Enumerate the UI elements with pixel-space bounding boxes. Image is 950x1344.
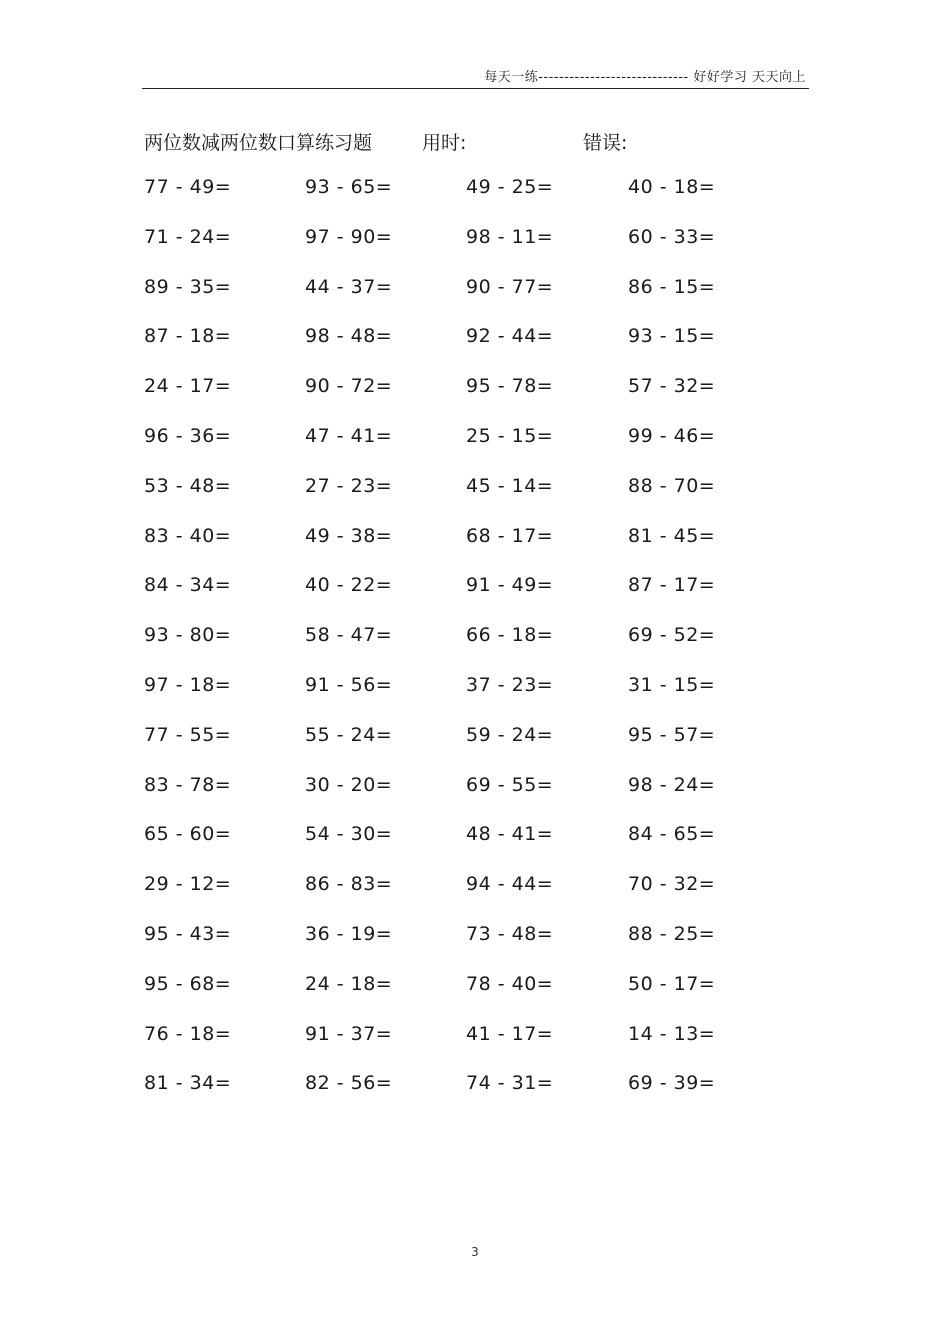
problem-item: 73 - 48= xyxy=(466,922,554,945)
problem-item: 98 - 48= xyxy=(305,325,393,348)
problem-item: 27 - 23= xyxy=(305,474,393,497)
problem-row xyxy=(0,873,950,923)
problem-item: 91 - 49= xyxy=(466,574,554,597)
problem-item: 66 - 18= xyxy=(466,624,554,647)
problem-item: 30 - 20= xyxy=(305,773,393,796)
error-label: 错误: xyxy=(583,132,628,154)
problem-row xyxy=(0,923,950,973)
problem-item: 96 - 36= xyxy=(144,424,232,447)
problem-row xyxy=(0,823,950,873)
problem-item: 84 - 34= xyxy=(144,574,232,597)
problem-item: 95 - 78= xyxy=(466,375,554,398)
problem-item: 93 - 80= xyxy=(144,624,232,647)
problem-item: 99 - 46= xyxy=(628,424,716,447)
problem-item: 89 - 35= xyxy=(144,275,232,298)
problem-item: 90 - 72= xyxy=(305,375,393,398)
problem-item: 87 - 18= xyxy=(144,325,232,348)
problem-item: 36 - 19= xyxy=(305,922,393,945)
problem-item: 71 - 24= xyxy=(144,225,232,248)
problem-item: 95 - 68= xyxy=(144,972,232,995)
worksheet-title: 两位数减两位数口算练习题 xyxy=(144,132,373,154)
problem-item: 92 - 44= xyxy=(466,325,554,348)
problem-item: 84 - 65= xyxy=(628,823,716,846)
problem-item: 77 - 55= xyxy=(144,723,232,746)
problem-item: 93 - 15= xyxy=(628,325,716,348)
problem-item: 45 - 14= xyxy=(466,474,554,497)
problem-item: 86 - 15= xyxy=(628,275,716,298)
problem-item: 93 - 65= xyxy=(305,176,393,198)
problem-item: 54 - 30= xyxy=(305,823,393,846)
problem-item: 90 - 77= xyxy=(466,275,554,298)
problem-item: 95 - 57= xyxy=(628,723,716,746)
problem-row xyxy=(0,674,950,724)
problem-item: 76 - 18= xyxy=(144,1022,232,1045)
problem-item: 24 - 17= xyxy=(144,375,232,398)
problem-item: 47 - 41= xyxy=(305,424,393,447)
problem-item: 53 - 48= xyxy=(144,474,232,497)
problem-item: 78 - 40= xyxy=(466,972,554,995)
problem-item: 74 - 31= xyxy=(466,1072,554,1095)
problem-item: 82 - 56= xyxy=(305,1072,393,1095)
problem-item: 69 - 39= xyxy=(628,1072,716,1095)
problem-item: 86 - 83= xyxy=(305,873,393,896)
problem-item: 97 - 18= xyxy=(144,673,232,696)
problem-item: 65 - 60= xyxy=(144,823,232,846)
problem-item: 25 - 15= xyxy=(466,424,554,447)
problem-row xyxy=(0,624,950,674)
problem-row xyxy=(0,724,950,774)
problem-row xyxy=(0,1072,950,1122)
problem-item: 69 - 55= xyxy=(466,773,554,796)
problem-item: 29 - 12= xyxy=(144,873,232,896)
problem-item: 59 - 24= xyxy=(466,723,554,746)
problem-item: 98 - 24= xyxy=(628,773,716,796)
header-text: 每天一练----------------------------- 好好学习 天天向上 xyxy=(484,70,806,85)
page-header xyxy=(142,64,809,89)
problem-item: 44 - 37= xyxy=(305,275,393,298)
page-number: 3 xyxy=(471,1245,479,1259)
problem-item: 49 - 38= xyxy=(305,524,393,547)
problem-item: 40 - 22= xyxy=(305,574,393,597)
problem-item: 77 - 49= xyxy=(144,176,232,198)
problem-item: 70 - 32= xyxy=(628,873,716,896)
problem-item: 58 - 47= xyxy=(305,624,393,647)
problem-item: 50 - 17= xyxy=(628,972,716,995)
time-label: 用时: xyxy=(422,132,467,154)
problem-item: 55 - 24= xyxy=(305,723,393,746)
problem-item: 24 - 18= xyxy=(305,972,393,995)
problem-row xyxy=(0,325,950,375)
problem-item: 48 - 41= xyxy=(466,823,554,846)
problem-item: 81 - 34= xyxy=(144,1072,232,1095)
problem-row xyxy=(0,525,950,575)
problem-item: 95 - 43= xyxy=(144,922,232,945)
problem-item: 87 - 17= xyxy=(628,574,716,597)
problem-item: 97 - 90= xyxy=(305,225,393,248)
problem-row xyxy=(0,176,950,226)
problem-item: 88 - 25= xyxy=(628,922,716,945)
problem-item: 49 - 25= xyxy=(466,176,554,198)
problem-row xyxy=(0,226,950,276)
problem-item: 40 - 18= xyxy=(628,176,716,198)
problem-item: 94 - 44= xyxy=(466,873,554,896)
problem-item: 37 - 23= xyxy=(466,673,554,696)
problem-item: 57 - 32= xyxy=(628,375,716,398)
problem-item: 31 - 15= xyxy=(628,673,716,696)
problem-row xyxy=(0,276,950,326)
problem-grid xyxy=(0,176,950,1122)
problem-item: 98 - 11= xyxy=(466,225,554,248)
problem-row xyxy=(0,475,950,525)
problem-item: 68 - 17= xyxy=(466,524,554,547)
problem-item: 91 - 56= xyxy=(305,673,393,696)
problem-row xyxy=(0,973,950,1023)
worksheet-title-row xyxy=(0,128,950,158)
problem-item: 60 - 33= xyxy=(628,225,716,248)
problem-item: 83 - 78= xyxy=(144,773,232,796)
problem-row xyxy=(0,774,950,824)
problem-item: 91 - 37= xyxy=(305,1022,393,1045)
problem-row xyxy=(0,574,950,624)
problem-item: 83 - 40= xyxy=(144,524,232,547)
problem-item: 81 - 45= xyxy=(628,524,716,547)
problem-item: 14 - 13= xyxy=(628,1022,716,1045)
problem-row xyxy=(0,1023,950,1073)
problem-item: 41 - 17= xyxy=(466,1022,554,1045)
problem-item: 88 - 70= xyxy=(628,474,716,497)
problem-row xyxy=(0,375,950,425)
problem-item: 69 - 52= xyxy=(628,624,716,647)
problem-row xyxy=(0,425,950,475)
